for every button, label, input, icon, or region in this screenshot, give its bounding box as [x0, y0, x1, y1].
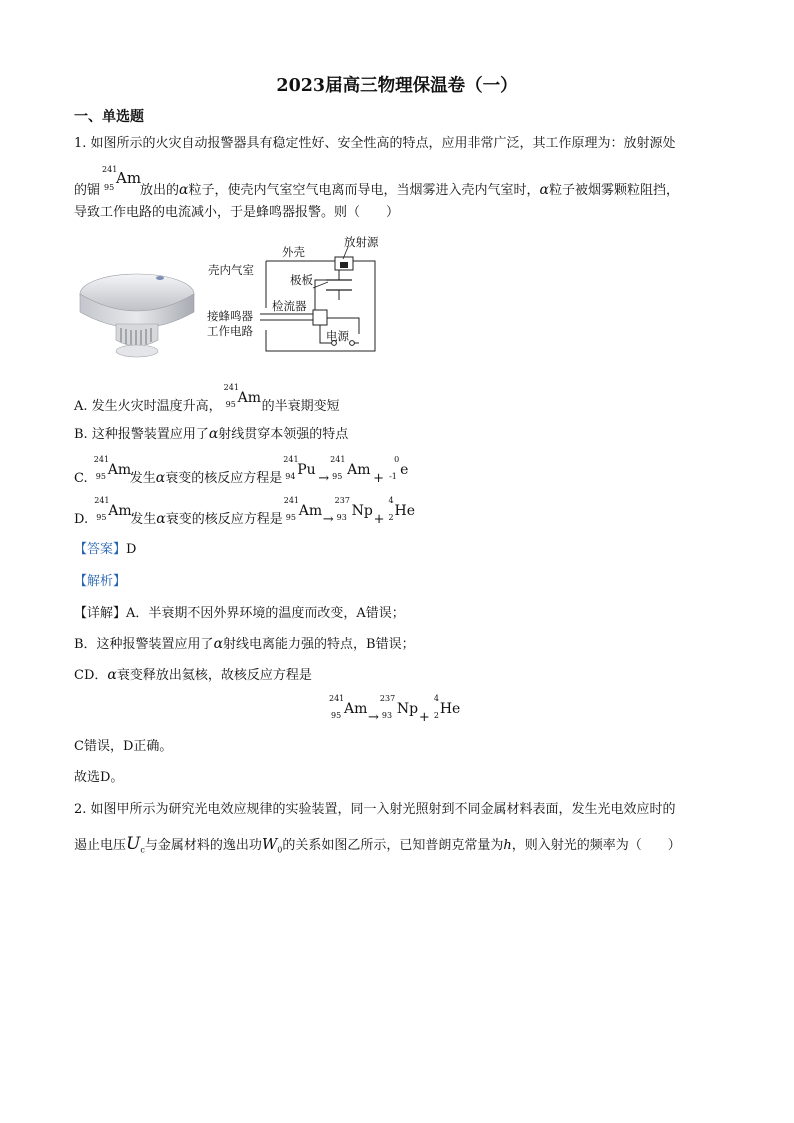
option-c: C. 241 95 Am 发生α衰变的核反应方程是 241 94 Pu → 241 95 Am + 0 -1 e — [74, 455, 409, 486]
answer-line — [74, 540, 136, 560]
label-detector: 检流器 — [272, 299, 307, 313]
q2-line1: 2. 如图甲所示为研究光电效应规律的实验装置，同一入射光照射到不同金属材料表面，发生光电效应时的 — [74, 802, 676, 817]
q1-line1: 1. 如图所示的火灾自动报警器具有稳定性好、安全性高的特点，应用非常广泛，其工作原理为：放射源处 — [74, 136, 676, 151]
option-a: A. 发生火灾时温度升高， 241 95 Am 的半衰期变短 — [74, 383, 340, 414]
option-b: B. 这种报警装置应用了α射线贯穿本领强的特点 — [74, 426, 349, 442]
label-buzzer-1: 接蜂鸣器 — [207, 309, 253, 323]
answer-tag: 【答案】 — [74, 542, 127, 557]
smoke-detector-image — [78, 262, 196, 362]
choose-line: 故选D。 — [74, 770, 124, 785]
label-buzzer-2: 工作电路 — [207, 324, 253, 338]
analysis-tag: 【解析】 — [74, 574, 127, 589]
q2-line2: 遏止电压$U_c$与金属材料的逸出功$W_0$的关系如图乙所示，已知普朗克常量为h，则入射光的频率为（ ） — [74, 834, 681, 855]
reaction-equation: 241 95 Am → 237 93 Np + 4 2 He — [329, 694, 461, 725]
option-d: D. 241 95 Am 发生α衰变的核反应方程是 241 95 Am → 237 93 Np + 4 2 He — [74, 496, 416, 527]
detail-b: B．这种报警装置应用了α射线电离能力强的特点，B错误； — [74, 636, 415, 652]
detail-a: 【详解】A．半衰期不因外界环境的温度而改变，A错误； — [74, 606, 405, 621]
label-chamber: 壳内气室 — [208, 263, 254, 277]
detail-cd: CD．α衰变释放出氦核，故核反应方程是 — [74, 667, 312, 683]
label-radiation-source: 放射源 — [344, 235, 379, 249]
label-plate: 极板 — [290, 273, 313, 287]
q1-line2: 的镅 241 95 Am 放出的α粒子，使壳内气室空气电离而导电，当烟雾进入壳内气室时，α粒子被烟雾颗粒阻挡， — [74, 165, 679, 198]
label-outer-shell: 外壳 — [282, 245, 305, 259]
section-heading: 一、单选题 — [74, 109, 144, 125]
answer-value: D — [126, 542, 137, 557]
q1-line3: 导致工作电路的电流减小，于是蜂鸣器报警。则（ ） — [74, 205, 400, 220]
page-title: 2023届高三物理保温卷（一） — [276, 76, 518, 96]
nuclide-am: 241 95 Am — [102, 165, 142, 192]
conclusion: C错误，D正确。 — [74, 739, 173, 754]
label-power: 电源 — [326, 329, 349, 343]
